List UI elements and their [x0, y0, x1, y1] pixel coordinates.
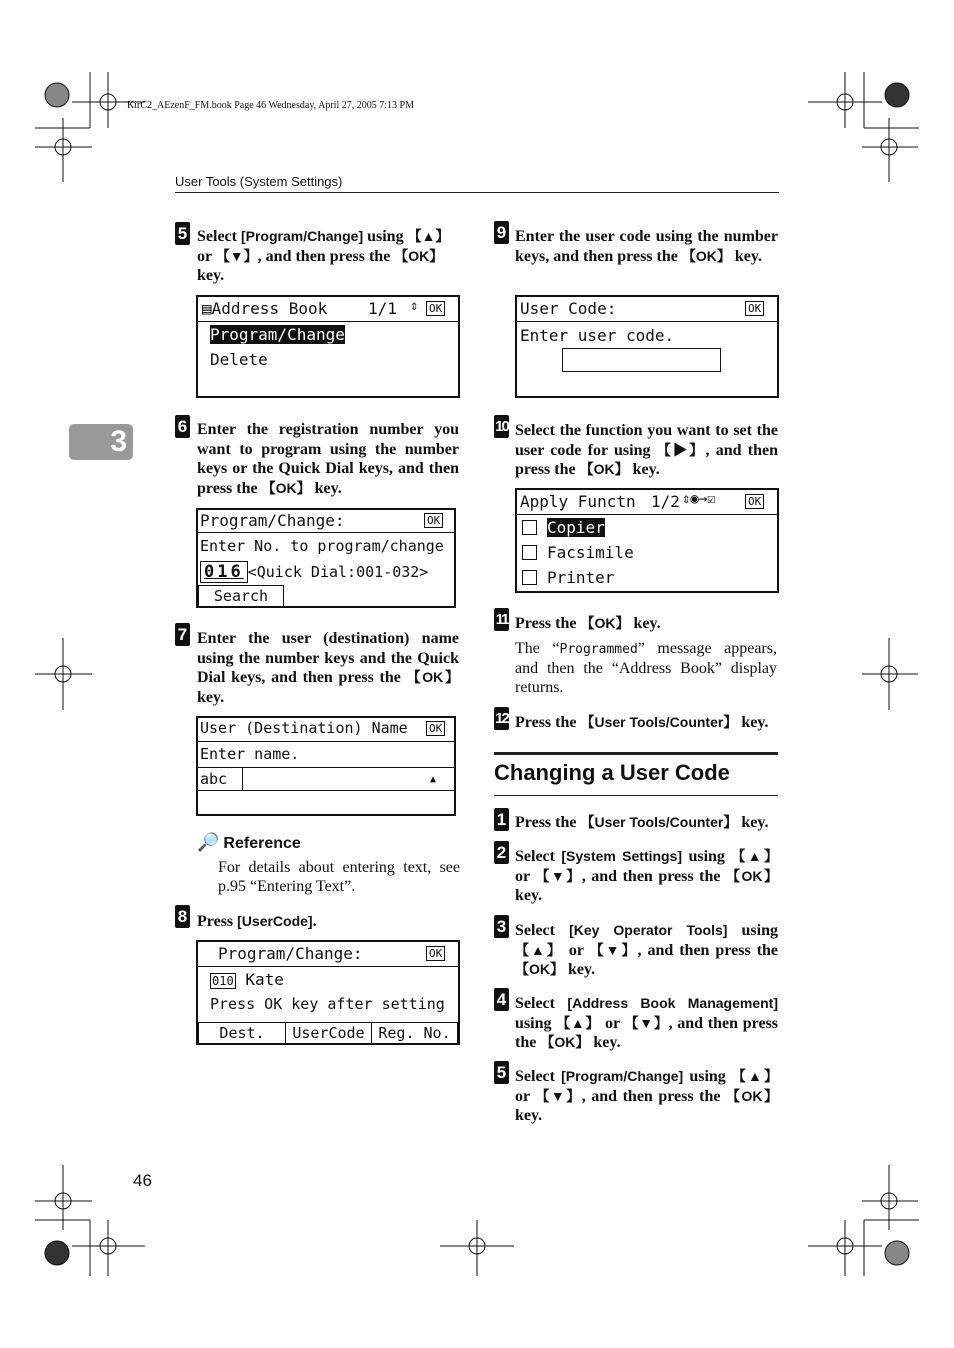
magnifier-icon: 🔎	[197, 832, 220, 852]
ok-indicator: OK	[426, 946, 445, 961]
reference-text: For details about entering text, see p.95 “Entering Text”.	[218, 859, 460, 895]
lcd-user-code-select: Program/Change: OK 010 Kate Press OK key after setting Dest. UserCode Reg. No.	[196, 940, 460, 1045]
lcd-program-change: Program/Change: OK Enter No. to program/change 016 <Quick Dial:001-032> Search	[196, 508, 456, 608]
step-text: Select the function you want to set the user code for using 【▶】, and then press the 【OK】 key.	[515, 422, 779, 478]
step-text: Press the 【OK】 key.	[515, 615, 661, 632]
menu-item: Delete	[210, 350, 268, 369]
step-number: 4	[494, 988, 509, 1011]
up-down-arrow-icon: ⇕◉→☑	[682, 491, 716, 507]
step-text: Enter the user (destination) name using the number keys and the Quick Dial keys, and then press the 【OK】 key.	[197, 630, 460, 706]
user-code-input[interactable]	[562, 348, 721, 372]
ok-indicator: OK	[426, 721, 445, 736]
lcd-user-name: User (Destination) Name OK Enter name. abc ▲	[196, 716, 456, 816]
step-number: 6	[175, 415, 190, 438]
step-text: Select [Key Operator Tools] using 【▲】 or 【▼】, and then press the 【OK】 key.	[515, 922, 779, 978]
ok-indicator: OK	[426, 301, 445, 316]
step-number: 12	[494, 707, 509, 730]
chapter-tab: 3	[69, 424, 133, 460]
step-text: Enter the user code using the number keys, and then press the 【OK】 key.	[515, 228, 778, 265]
section-title: Changing a User Code	[494, 760, 730, 785]
up-down-arrow-icon: ⇕	[410, 298, 419, 314]
step-number: 7	[175, 623, 190, 646]
lcd-address-book: ▤Address Book 1/1 ⇕ OK Program/Change Delete	[196, 295, 460, 398]
lcd-user-code: User Code: OK Enter user code.	[515, 295, 779, 398]
step-number: 8	[175, 905, 190, 928]
usercode-softkey[interactable]: UserCode	[285, 1022, 372, 1043]
arrow-up-icon: ▲	[430, 774, 437, 785]
ok-indicator: OK	[745, 301, 764, 316]
step-text: Enter the registration number you want to program using the number keys or the Quick Dial keys, and then press the 【OK】 key.	[197, 421, 459, 497]
menu-item-selected: Program/Change	[210, 325, 345, 344]
section-rule	[494, 795, 778, 796]
step-text: Press the 【User Tools/Counter】 key.	[515, 714, 769, 731]
step-text: Select [Program/Change] using 【▲】 or 【▼】, and then press the 【OK】 key.	[197, 228, 450, 284]
running-head: User Tools (System Settings)	[175, 174, 343, 189]
step-text: Press [UserCode].	[197, 913, 317, 930]
reg-number-box: 010	[212, 974, 234, 988]
ok-indicator: OK	[424, 513, 443, 528]
step-number: 3	[494, 915, 509, 938]
step-number: 2	[494, 841, 509, 864]
checkbox[interactable]	[522, 520, 537, 535]
step-body: The “Programmed” message appears, and then the “Address Book” display returns.	[515, 640, 777, 696]
checkbox[interactable]	[522, 545, 537, 560]
step-text: Press the 【User Tools/Counter】 key.	[515, 814, 769, 831]
page-number: 46	[133, 1171, 152, 1190]
step-number: 5	[494, 1061, 509, 1084]
step-number: 9	[494, 221, 509, 244]
step-text: Select [Address Book Management] using 【▲】 or 【▼】, and then press the 【OK】 key.	[515, 995, 779, 1051]
checkbox[interactable]	[522, 570, 537, 585]
file-info: KirC2_AEzenF_FM.book Page 46 Wednesday, April 27, 2005 7:13 PM	[127, 100, 414, 111]
lcd-apply-function: Apply Functn 1/2 ⇕◉→☑ OK Copier Facsimile Printer	[515, 488, 779, 593]
step-number: 11	[494, 608, 509, 631]
lcd-title: Address Book	[211, 299, 328, 318]
header-rule	[175, 192, 779, 193]
lcd-page: 1/1	[368, 299, 397, 318]
step-number: 10	[494, 415, 509, 438]
step-text: Select [Program/Change] using 【▲】 or 【▼】, and then press the 【OK】 key.	[515, 1068, 779, 1124]
reg-no-softkey[interactable]: Reg. No.	[371, 1022, 458, 1043]
registration-number: 016	[200, 561, 248, 583]
step-number: 1	[494, 808, 509, 831]
step-number: 5	[175, 222, 190, 245]
reference-block: 🔎 Reference	[197, 832, 301, 852]
section-rule	[494, 752, 778, 755]
search-softkey[interactable]: Search	[198, 585, 284, 606]
ok-indicator: OK	[745, 494, 764, 509]
dest-softkey[interactable]: Dest.	[198, 1022, 286, 1043]
step-text: Select [System Settings] using 【▲】 or 【▼】, and then press the 【OK】 key.	[515, 848, 779, 904]
